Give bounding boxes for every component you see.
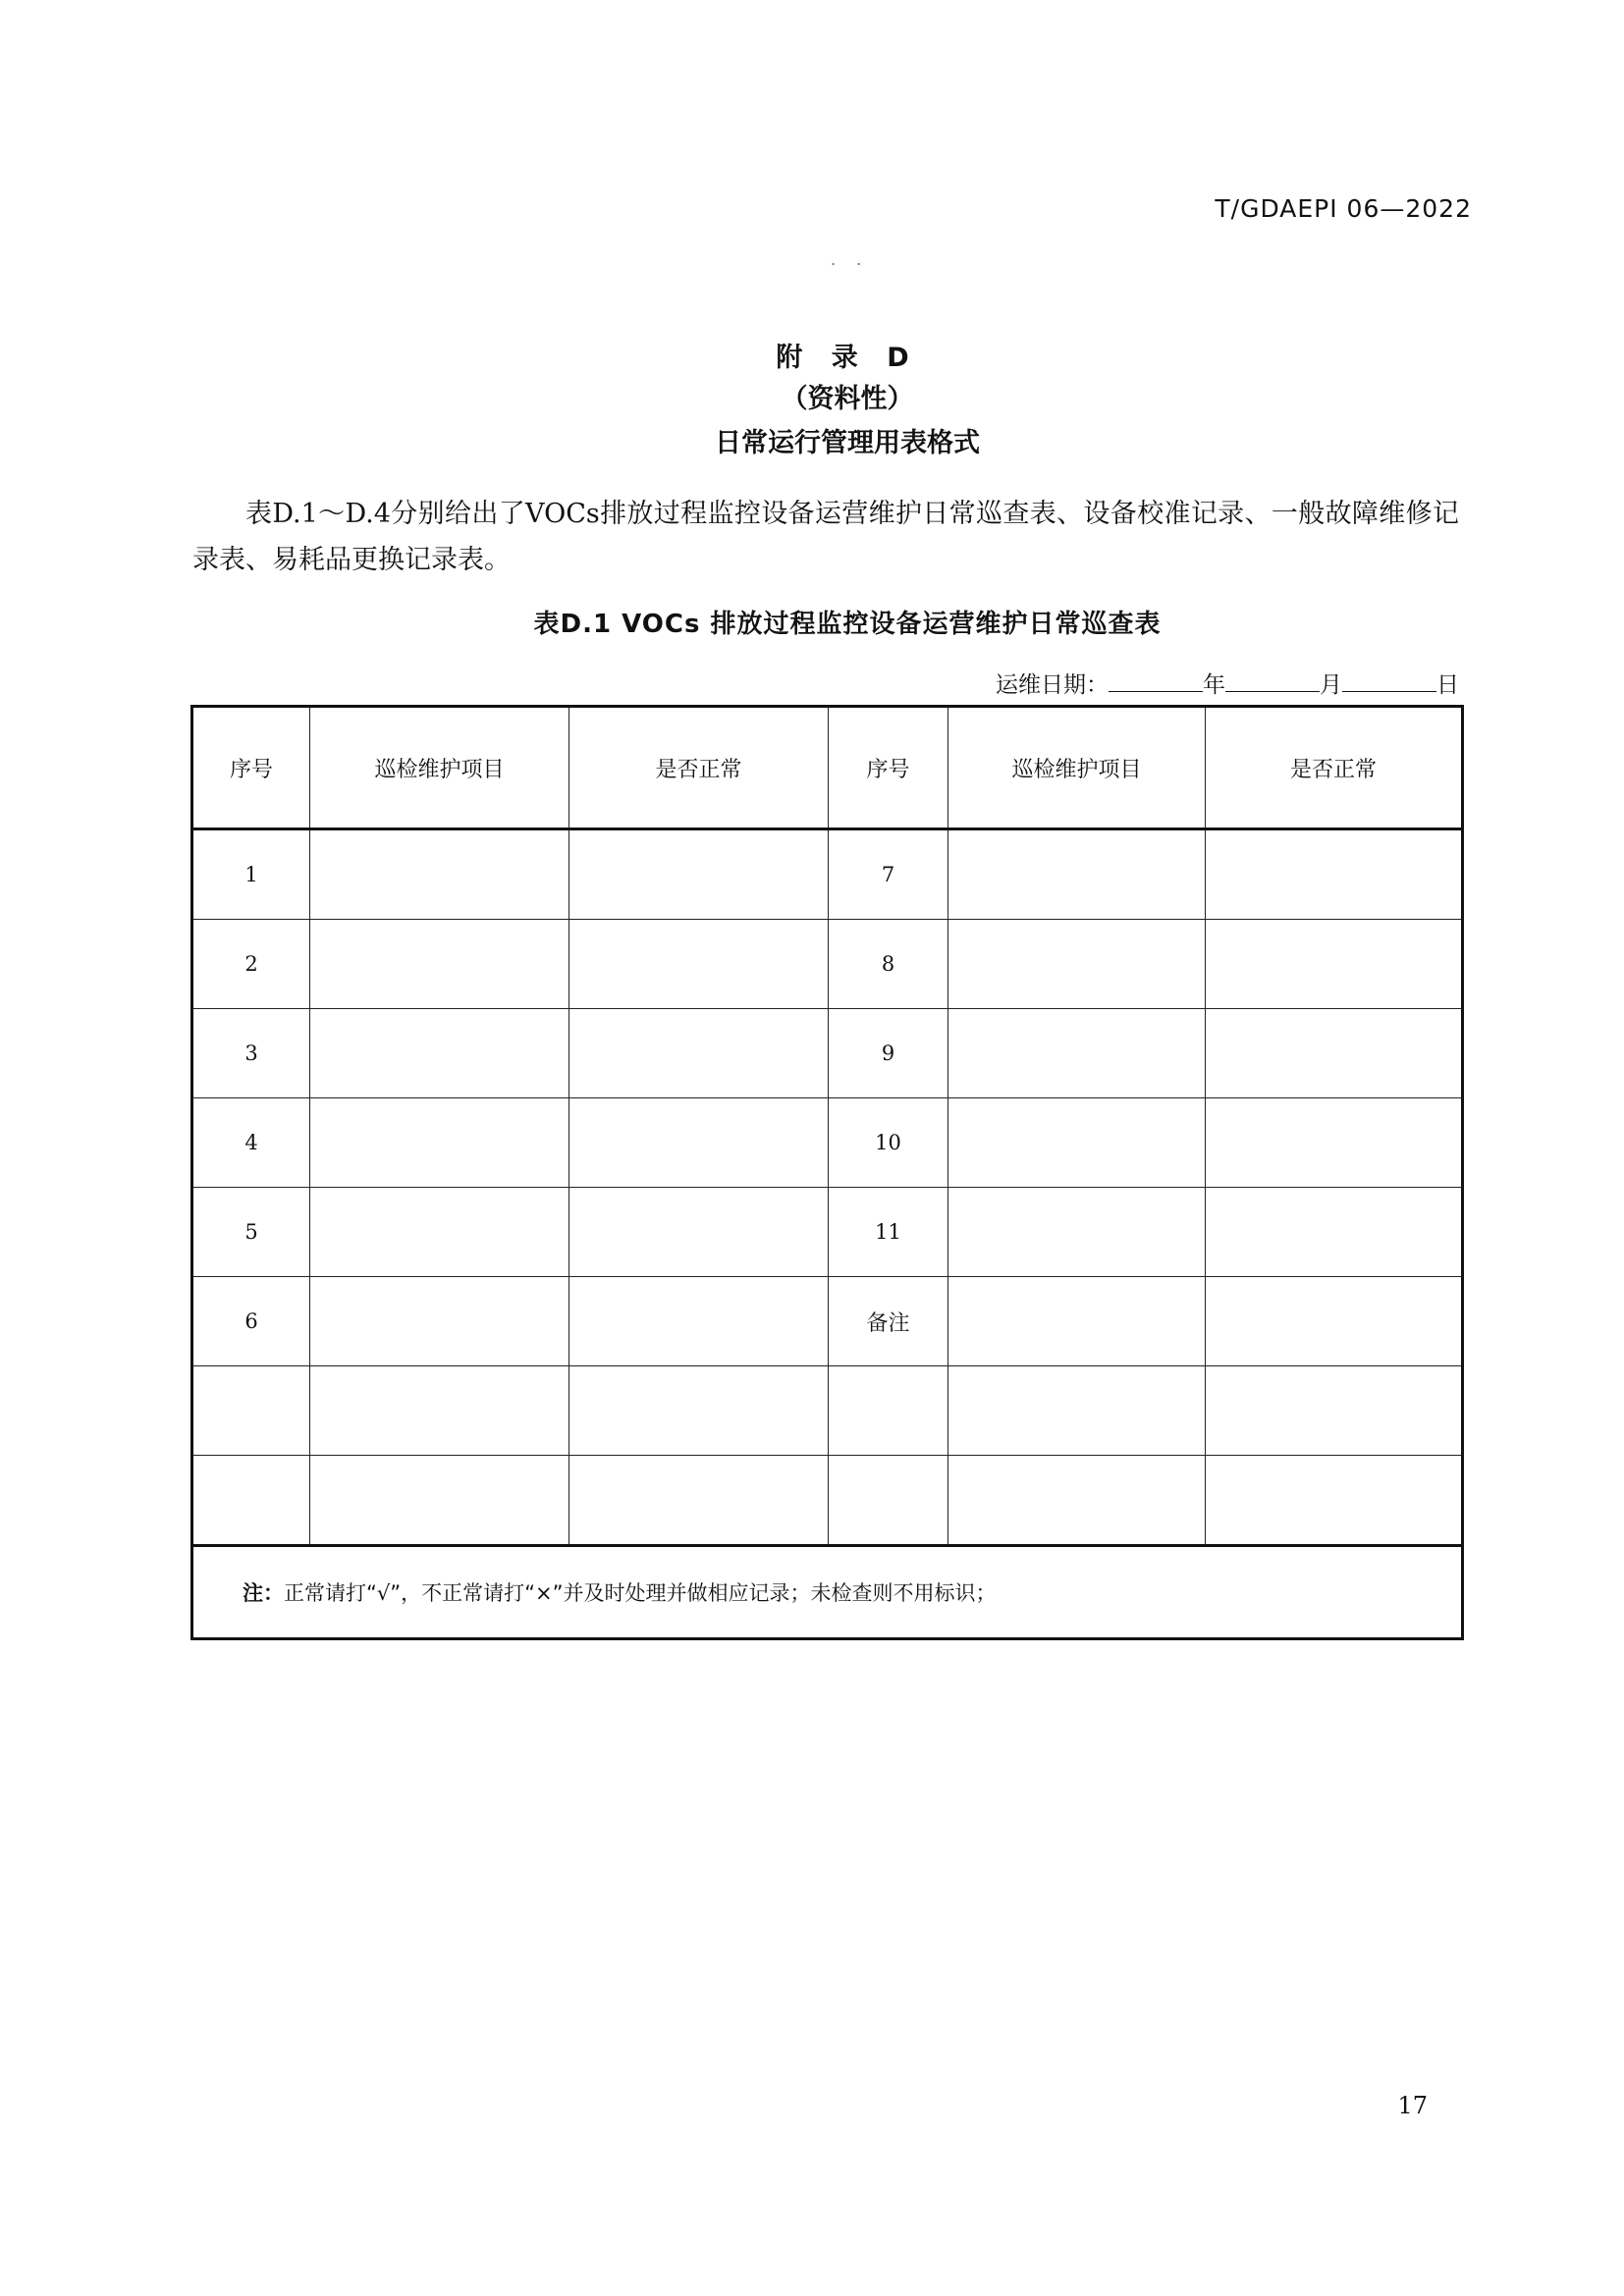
table-cell[interactable] [569,1098,829,1188]
table-cell[interactable] [569,1188,829,1277]
table-cell[interactable] [310,829,569,920]
table-cell[interactable] [569,1277,829,1366]
table-cell: 6 [192,1277,310,1366]
table-cell[interactable] [948,1188,1206,1277]
table-cell[interactable] [1206,1098,1463,1188]
table-row [192,1366,1463,1456]
table-header-row [192,707,1463,829]
table-cell[interactable] [310,1277,569,1366]
appendix-nature: （资料性） [781,384,914,414]
header-normal-left: 是否正常 [569,707,829,829]
table-cell[interactable] [310,1456,569,1546]
table-cell[interactable] [569,920,829,1009]
table-cell[interactable] [948,1098,1206,1188]
year-blank [1109,671,1203,692]
table-cell[interactable] [948,1277,1206,1366]
table-row [192,829,1463,920]
table-cell[interactable] [310,1188,569,1277]
table-cell[interactable] [310,1098,569,1188]
table-note-cell [192,1546,1463,1639]
table-cell[interactable] [310,1009,569,1098]
header-dots: . . [831,250,870,269]
table-row [192,1009,1463,1098]
standard-code: T/GDAEPI 06—2022 [1215,194,1472,223]
table-cell[interactable] [948,1009,1206,1098]
table-cell: 7 [829,829,948,920]
table-cell[interactable] [1206,1456,1463,1546]
table-cell[interactable] [1206,1366,1463,1456]
table-row [192,920,1463,1009]
table-cell: 9 [829,1009,948,1098]
note-label: 注： [243,1581,284,1605]
table-cell[interactable] [569,1009,829,1098]
maintenance-date-line [996,667,1459,699]
note-text: 正常请打“√”，不正常请打“×”并及时处理并做相应记录；未检查则不用标识； [284,1581,997,1605]
month-blank [1225,671,1320,692]
table-cell[interactable] [192,1366,310,1456]
table-row [192,1188,1463,1277]
table-cell[interactable] [1206,1188,1463,1277]
table-cell[interactable] [948,829,1206,920]
inspection-table [190,705,1464,1640]
table-cell: 4 [192,1098,310,1188]
table-cell[interactable] [829,1366,948,1456]
day-blank [1342,671,1436,692]
date-day-label: 日 [1436,672,1459,698]
appendix-name: 日常运行管理用表格式 [715,428,980,458]
table-row [192,1098,1463,1188]
date-year-label: 年 [1203,672,1225,698]
table-cell[interactable] [948,1456,1206,1546]
table-cell[interactable] [1206,1277,1463,1366]
table-cell[interactable] [829,1456,948,1546]
remarks-label-cell: 备注 [829,1277,948,1366]
table-cell: 3 [192,1009,310,1098]
header-seq-right: 序号 [829,707,948,829]
table-cell[interactable] [569,829,829,920]
table-cell[interactable] [192,1456,310,1546]
appendix-heading [0,339,1624,466]
table-caption-text: 表D.1 VOCs 排放过程监控设备运营维护日常巡查表 [533,610,1162,639]
table-row [192,1277,1463,1366]
table-cell[interactable] [569,1456,829,1546]
appendix-title: 附 录 D [776,343,919,373]
header-item-right: 巡检维护项目 [948,707,1206,829]
table-cell: 5 [192,1188,310,1277]
table-cell[interactable] [1206,920,1463,1009]
table-cell[interactable] [569,1366,829,1456]
table-cell[interactable] [948,1366,1206,1456]
date-label: 运维日期： [996,672,1109,698]
table-cell: 1 [192,829,310,920]
date-month-label: 月 [1320,672,1342,698]
table-cell: 11 [829,1188,948,1277]
header-item-left: 巡检维护项目 [310,707,569,829]
header-seq-left: 序号 [192,707,310,829]
table-cell: 10 [829,1098,948,1188]
header-normal-right: 是否正常 [1206,707,1463,829]
table-caption [0,604,1624,640]
table-row [192,1456,1463,1546]
page-number: 17 [1397,2092,1428,2119]
table-cell[interactable] [310,1366,569,1456]
table-cell[interactable] [1206,829,1463,920]
intro-paragraph: 表D.1～D.4分别给出了VOCs排放过程监控设备运营维护日常巡查表、设备校准记录、一般故障维修记录表、易耗品更换记录表。 [192,499,1459,575]
table-cell: 2 [192,920,310,1009]
table-cell: 8 [829,920,948,1009]
table-cell[interactable] [948,920,1206,1009]
table-cell[interactable] [1206,1009,1463,1098]
table-cell[interactable] [310,920,569,1009]
table-note-row [192,1546,1463,1639]
